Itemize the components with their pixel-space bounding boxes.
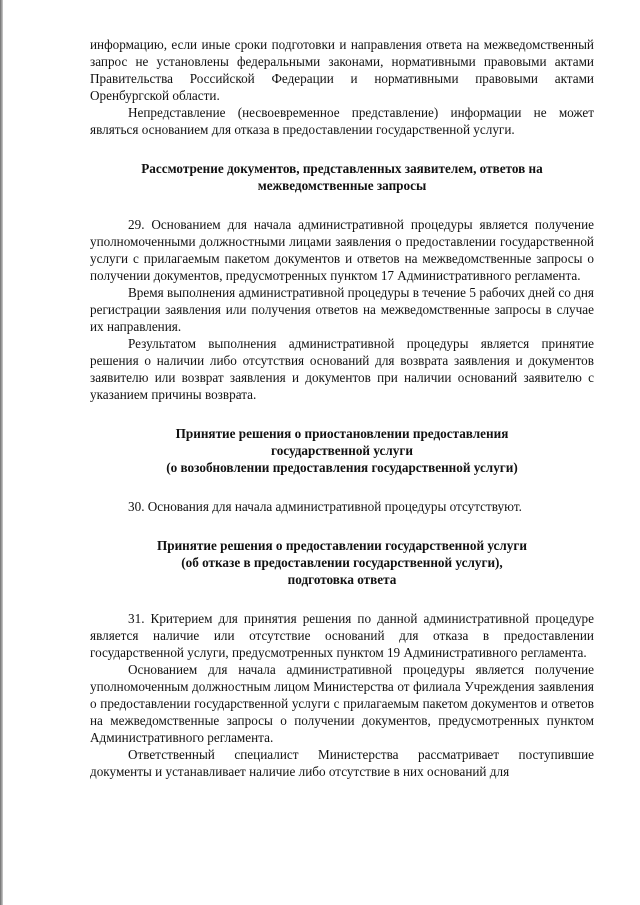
section-heading-review — [90, 160, 594, 194]
scan-edge — [0, 0, 3, 905]
section-heading-decision-line-3: подготовка ответа — [287, 572, 397, 587]
section-heading-suspension-line-3: (о возобновлении предоставления государственной услуги) — [166, 460, 518, 475]
section-heading-suspension-line-2: государственной услуги — [271, 443, 413, 458]
paragraph-29-3: Результатом выполнения административной процедуры является принятие решения о наличии либо отсутствия оснований для возврата заявления и документов заявителю или возврат заявления и документов при наличии оснований заявителю с указанием причины возврата. — [90, 336, 594, 402]
paragraph-29-2: Время выполнения административной процедуры в течение 5 рабочих дней со дня регистрации заявления или получения ответов на межведомственные запросы в случае их направления. — [90, 285, 594, 334]
section-heading-decision-line-1: Принятие решения о предоставлении государственной услуги — [156, 538, 527, 553]
section-heading-decision — [90, 537, 594, 588]
paragraph-top-1: информацию, если иные сроки подготовки и направления ответа на межведомственный запрос не установлены федеральными законами, нормативными правовыми актами Правительства Российской Федерации и нормативными правовыми актами Оренбургской области. — [90, 37, 594, 103]
spacer — [90, 403, 594, 425]
paragraph-top-2: Непредставление (несвоевременное представление) информации не может являться основанием для отказа в предоставлении государственной услуги. — [90, 105, 594, 137]
spacer — [90, 515, 594, 537]
section-heading-suspension-line-1: Принятие решения о приостановлении предоставления — [175, 426, 509, 441]
paragraph-31-2: Основанием для начала административной процедуры является получение уполномоченным должностным лицом Министерства от филиала Учреждения заявления о предоставлении государственной услуги с прилагаемым пакетом документов и ответов на межведомственные запросы о получении документов, предусмотренных пунктом Административного регламента. — [90, 662, 594, 745]
spacer — [90, 476, 594, 498]
section-heading-decision-line-2: (об отказе в предоставлении государственной услуги), — [181, 555, 503, 570]
spacer — [90, 588, 594, 610]
section-heading-review-text: Рассмотрение документов, представленных заявителем, ответов на межведомственные запросы — [141, 161, 543, 193]
section-heading-suspension — [90, 425, 594, 476]
paragraph-31-3: Ответственный специалист Министерства рассматривает поступившие документы и устанавливает наличие либо отсутствие в них оснований для — [90, 747, 594, 779]
paragraph-31-1: 31. Критерием для принятия решения по данной административной процедуре является наличие или отсутствие оснований для отказа в предоставлении государственной услуги, предусмотренных пунктом 19 Административного регламента. — [90, 611, 594, 660]
document-body — [90, 36, 594, 780]
paragraph-30: 30. Основания для начала административной процедуры отсутствуют. — [128, 499, 522, 514]
spacer — [90, 194, 594, 216]
paragraph-29-1: 29. Основанием для начала административной процедуры является получение уполномоченными должностными лицами заявления о предоставлении государственной услуги с прилагаемым пакетом документов и ответов на межведомственные запросы о получении документов, предусмотренных пунктом 17 Административного регламента. — [90, 217, 594, 283]
spacer — [90, 138, 594, 160]
